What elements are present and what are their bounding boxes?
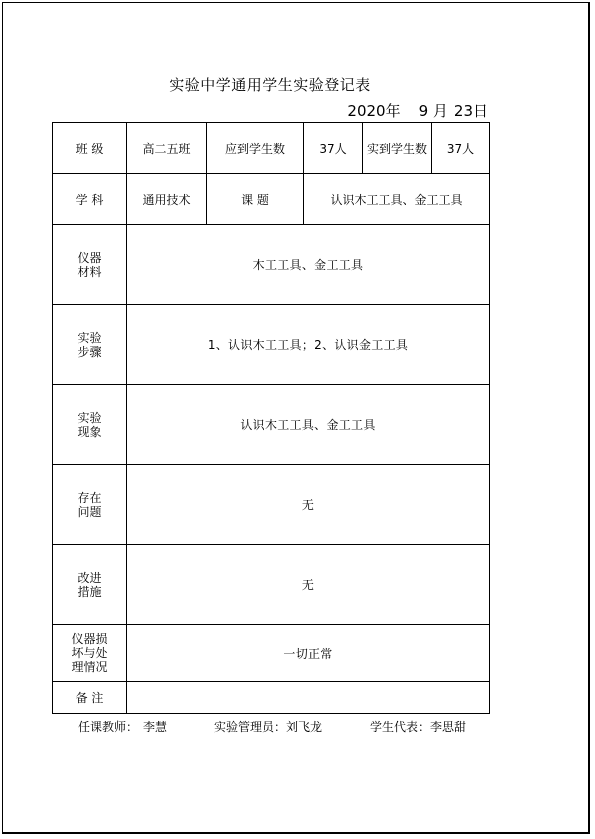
damage-label-line3: 理情况: [71, 660, 108, 674]
remark-label: 备 注: [53, 682, 127, 714]
problems-label: [53, 465, 127, 545]
improvement-label-line1: 改进: [77, 570, 102, 585]
topic-value: 认识木工工具、金工工具: [304, 174, 490, 225]
class-label: 班 级: [53, 123, 127, 174]
materials-label-line1: 仪器: [77, 250, 102, 265]
steps-row: [53, 305, 490, 385]
improvement-row: [53, 545, 490, 625]
topic-label: 课 题: [207, 174, 304, 225]
steps-label-line2: 步骤: [77, 344, 102, 359]
improvement-value: 无: [127, 545, 490, 625]
steps-label-line1: 实验: [77, 330, 102, 345]
improvement-label-line2: 措施: [77, 584, 102, 599]
registration-table: [52, 122, 490, 714]
date-line: [300, 100, 488, 121]
lab-manager-name: 刘飞龙: [286, 720, 323, 734]
steps-label: [53, 305, 127, 385]
subject-label: 学 科: [53, 174, 127, 225]
subject-row: [53, 174, 490, 225]
improvement-label: [53, 545, 127, 625]
materials-row: [53, 225, 490, 305]
damage-label: [53, 625, 127, 682]
date-day: 23日: [453, 102, 488, 120]
phenomenon-row: [53, 385, 490, 465]
actual-students-label: 实到学生数: [363, 123, 432, 174]
date-month: 9 月: [418, 102, 448, 120]
subject-value: 通用技术: [127, 174, 207, 225]
phenomenon-label-line1: 实验: [77, 410, 102, 425]
student-rep-name: 李思甜: [430, 720, 467, 734]
teacher-label: 任课教师：: [78, 720, 139, 734]
damage-row: [53, 625, 490, 682]
expected-students-label: 应到学生数: [207, 123, 304, 174]
class-row: [53, 123, 490, 174]
materials-label-line2: 材料: [77, 264, 102, 279]
phenomenon-label: [53, 385, 127, 465]
date-year: 2020年: [347, 102, 401, 120]
lab-manager-label: 实验管理员：: [214, 720, 287, 734]
materials-label: [53, 225, 127, 305]
problems-value: 无: [127, 465, 490, 545]
phenomenon-value: 认识木工工具、金工工具: [127, 385, 490, 465]
problems-label-line2: 问题: [77, 504, 102, 519]
steps-value: 1、认识木工工具；2、认识金工工具: [127, 305, 490, 385]
damage-label-line1: 仪器损: [71, 632, 108, 646]
problems-row: [53, 465, 490, 545]
remark-row: [53, 682, 490, 714]
remark-value: [127, 682, 490, 714]
phenomenon-label-line2: 现象: [77, 424, 102, 439]
damage-value: 一切正常: [127, 625, 490, 682]
materials-value: 木工工具、金工工具: [127, 225, 490, 305]
problems-label-line1: 存在: [77, 490, 102, 505]
expected-students-value: 37人: [304, 123, 363, 174]
form-title: 实验中学通用学生实验登记表: [169, 76, 371, 94]
actual-students-value: 37人: [432, 123, 490, 174]
teacher-name: 李慧: [143, 720, 168, 734]
damage-label-line2: 坏与处: [71, 646, 108, 660]
student-rep-label: 学生代表：: [370, 720, 431, 734]
class-value: 高二五班: [127, 123, 207, 174]
